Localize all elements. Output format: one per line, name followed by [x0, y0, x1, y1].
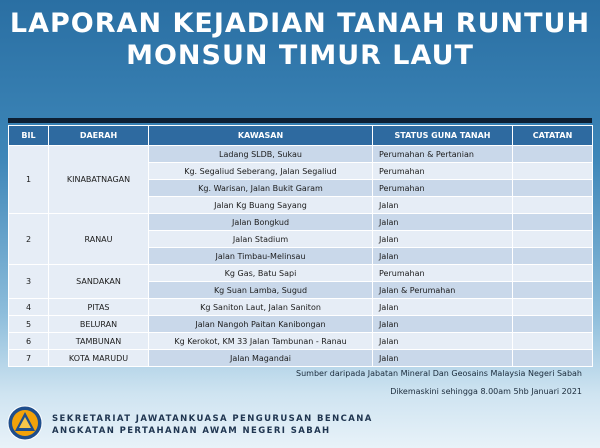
- cell-bil: 5: [9, 316, 49, 333]
- cell-catatan: [513, 197, 593, 214]
- cell-kawasan: Jalan Magandai: [149, 350, 373, 367]
- cell-daerah: SANDAKAN: [49, 265, 149, 299]
- cell-catatan: [513, 299, 593, 316]
- cell-status: Perumahan: [373, 265, 513, 282]
- cell-status: Jalan: [373, 350, 513, 367]
- cell-catatan: [513, 316, 593, 333]
- table-header-row: [9, 126, 593, 146]
- cell-kawasan: Jalan Kg Buang Sayang: [149, 197, 373, 214]
- cell-kawasan: Jalan Stadium: [149, 231, 373, 248]
- header-daerah: DAERAH: [49, 126, 149, 146]
- table-row: [9, 299, 593, 316]
- header-kawasan: KAWASAN: [149, 126, 373, 146]
- cell-daerah: BELURAN: [49, 316, 149, 333]
- cell-kawasan: Jalan Timbau-Melinsau: [149, 248, 373, 265]
- cell-bil: 7: [9, 350, 49, 367]
- table-row: [9, 350, 593, 367]
- header-catatan: CATATAN: [513, 126, 593, 146]
- cell-catatan: [513, 248, 593, 265]
- footer-line-2: ANGKATAN PERTAHANAN AWAM NEGERI SABAH: [52, 426, 331, 436]
- cell-catatan: [513, 333, 593, 350]
- cell-status: Jalan & Perumahan: [373, 282, 513, 299]
- cell-daerah: PITAS: [49, 299, 149, 316]
- table-row: [9, 265, 593, 282]
- cell-bil: 6: [9, 333, 49, 350]
- table-body: [9, 146, 593, 367]
- cell-status: Jalan: [373, 299, 513, 316]
- cell-catatan: [513, 231, 593, 248]
- table-row: [9, 333, 593, 350]
- cell-daerah: TAMBUNAN: [49, 333, 149, 350]
- cell-daerah: RANAU: [49, 214, 149, 265]
- cell-bil: 2: [9, 214, 49, 265]
- cell-catatan: [513, 282, 593, 299]
- cell-status: Jalan: [373, 316, 513, 333]
- cell-status: Perumahan: [373, 180, 513, 197]
- source-note: Sumber daripada Jabatan Mineral Dan Geosains Malaysia Negeri Sabah: [296, 369, 582, 378]
- cell-daerah: KINABATNAGAN: [49, 146, 149, 214]
- footer-line-1: SEKRETARIAT JAWATANKUASA PENGURUSAN BENCANA: [52, 414, 373, 424]
- cell-catatan: [513, 350, 593, 367]
- cell-bil: 3: [9, 265, 49, 299]
- civil-defence-emblem-icon: [7, 405, 43, 441]
- cell-catatan: [513, 146, 593, 163]
- cell-catatan: [513, 214, 593, 231]
- title-line-2: MONSUN TIMUR LAUT: [126, 40, 474, 71]
- cell-kawasan: Kg Gas, Batu Sapi: [149, 265, 373, 282]
- cell-kawasan: Jalan Nangoh Paitan Kanibongan: [149, 316, 373, 333]
- footer-organisation: [52, 413, 373, 437]
- cell-catatan: [513, 265, 593, 282]
- landslide-table: [8, 125, 593, 367]
- cell-bil: 4: [9, 299, 49, 316]
- table-row: [9, 214, 593, 231]
- header-status: STATUS GUNA TANAH: [373, 126, 513, 146]
- cell-kawasan: Kg. Warisan, Jalan Bukit Garam: [149, 180, 373, 197]
- cell-kawasan: Kg Kerokot, KM 33 Jalan Tambunan - Ranau: [149, 333, 373, 350]
- cell-kawasan: Kg. Segaliud Seberang, Jalan Segaliud: [149, 163, 373, 180]
- cell-status: Perumahan: [373, 163, 513, 180]
- updated-note: Dikemaskini sehingga 8.00am 5hb Januari 2021: [390, 387, 582, 396]
- table-row: [9, 316, 593, 333]
- title-line-1: LAPORAN KEJADIAN TANAH RUNTUH: [9, 8, 591, 39]
- table-row: [9, 146, 593, 163]
- cell-bil: 1: [9, 146, 49, 214]
- cell-status: Jalan: [373, 248, 513, 265]
- cell-status: Jalan: [373, 231, 513, 248]
- cell-status: Jalan: [373, 333, 513, 350]
- cell-catatan: [513, 180, 593, 197]
- page-title: [0, 8, 600, 72]
- cell-kawasan: Jalan Bongkud: [149, 214, 373, 231]
- cell-daerah: KOTA MARUDU: [49, 350, 149, 367]
- header-bil: BIL: [9, 126, 49, 146]
- cell-catatan: [513, 163, 593, 180]
- cell-status: Perumahan & Pertanian: [373, 146, 513, 163]
- cell-kawasan: Kg Suan Lamba, Sugud: [149, 282, 373, 299]
- cell-status: Jalan: [373, 214, 513, 231]
- cell-kawasan: Ladang SLDB, Sukau: [149, 146, 373, 163]
- cell-status: Jalan: [373, 197, 513, 214]
- cell-kawasan: Kg Saniton Laut, Jalan Saniton: [149, 299, 373, 316]
- title-divider: [8, 118, 592, 123]
